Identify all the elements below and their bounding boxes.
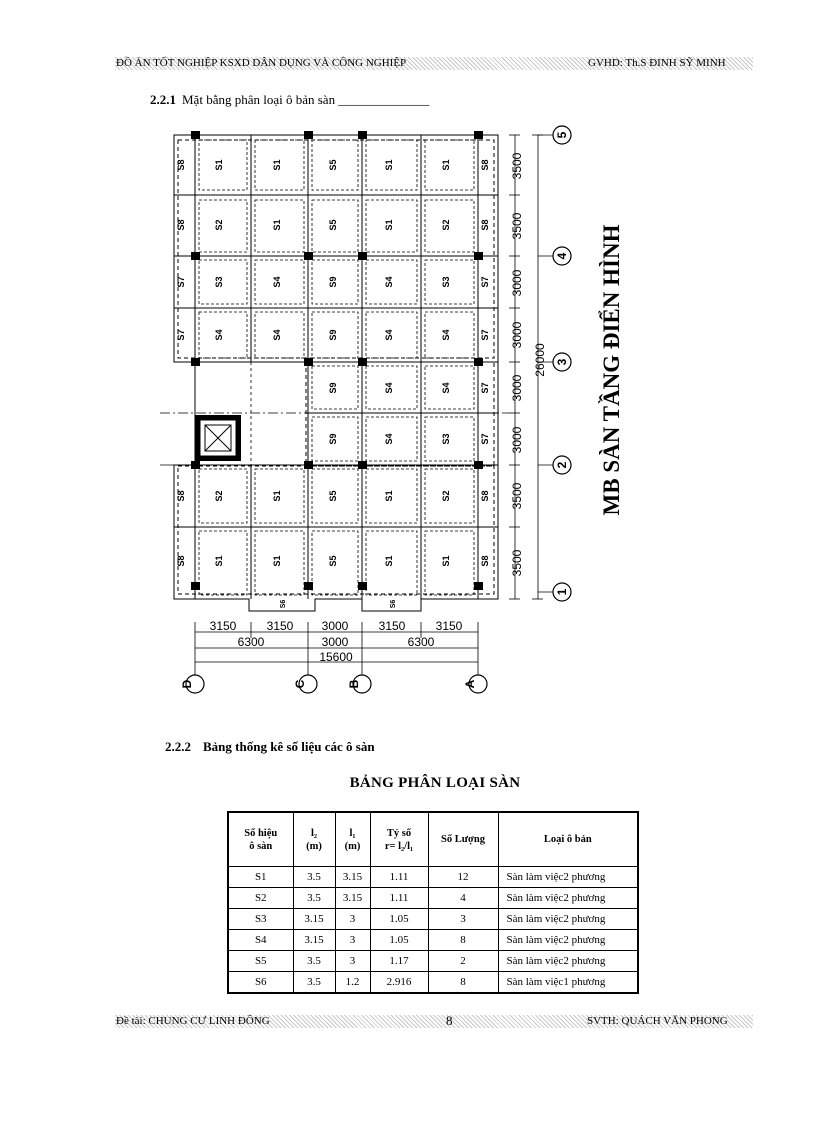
cell: 1.2 [335, 972, 370, 994]
slab-label: S2 [441, 490, 451, 502]
cell: S1 [228, 867, 293, 888]
slab-label: S1 [441, 159, 451, 171]
footer-left: Đề tài: CHUNG CƯ LINH ĐÔNG [116, 1015, 270, 1027]
cell: 2 [428, 951, 498, 972]
row-dim-7: 3500 [510, 482, 524, 510]
mid-dim-1: 6300 [237, 635, 265, 649]
slab-label: S1 [214, 159, 224, 171]
slab-label: S4 [384, 382, 394, 394]
cell: 3.5 [293, 951, 335, 972]
slab-label: S8 [480, 219, 490, 231]
cell: 3.5 [293, 972, 335, 994]
cell: 3 [335, 951, 370, 972]
section-heading-table [165, 739, 375, 755]
slab-label: S9 [328, 276, 338, 288]
slab-label: S1 [272, 159, 282, 171]
axis-3-label: 3 [555, 358, 569, 366]
table-row [228, 972, 638, 994]
cell: S2 [228, 888, 293, 909]
slab-label: S1 [384, 219, 394, 231]
table-title: BẢNG PHÂN LOẠI SÀN [349, 775, 521, 791]
slab-label: S2 [214, 219, 224, 231]
slab-label: S1 [272, 490, 282, 502]
axis-5-label: 5 [555, 131, 569, 139]
cell: Sàn làm việc1 phương [498, 972, 638, 994]
slab-label: S4 [441, 382, 451, 394]
header-left: ĐỒ ÁN TỐT NGHIỆP KSXD DÂN DỤNG VÀ CÔNG NGHIỆP [116, 57, 407, 69]
slab-label: S9 [328, 382, 338, 394]
col-l1: l₁ (m) [335, 812, 370, 867]
cell: S4 [228, 930, 293, 951]
row-dim-4: 3000 [510, 321, 524, 349]
cell: 3 [428, 909, 498, 930]
slab-label: S8 [176, 555, 186, 567]
cell: 12 [428, 867, 498, 888]
footer-right: SVTH: QUÁCH VĂN PHONG [587, 1015, 728, 1027]
axis-A-label: A [463, 679, 477, 689]
slab-label: S7 [480, 329, 490, 341]
slab-label: S5 [328, 490, 338, 502]
slab-label: S1 [272, 219, 282, 231]
cell: 3.5 [293, 867, 335, 888]
cell: 8 [428, 972, 498, 994]
section-number: 2.2.2 [165, 739, 191, 754]
axis-B-label: B [347, 679, 361, 689]
slab-label: S9 [328, 433, 338, 445]
slab-label: S4 [272, 276, 282, 288]
slab-label: S1 [384, 555, 394, 567]
slab-label: S1 [214, 555, 224, 567]
slab-label: S5 [328, 219, 338, 231]
cell: Sàn làm việc2 phương [498, 888, 638, 909]
cell: 4 [428, 888, 498, 909]
mid-dim-3: 6300 [407, 635, 435, 649]
row-dim-2: 3500 [510, 212, 524, 240]
slab-label: S4 [384, 433, 394, 445]
col-type: Loại ô bản [498, 812, 638, 867]
table-row [228, 888, 638, 909]
slab-label: S3 [441, 433, 451, 445]
table-row [228, 909, 638, 930]
axis-1-label: 1 [555, 588, 569, 596]
header-right: GVHD: Th.S ĐINH SỸ MINH [588, 57, 726, 69]
cell: 3.15 [293, 930, 335, 951]
col-dim-5: 3150 [435, 619, 463, 633]
cell: 1.05 [370, 909, 428, 930]
slab-label: S7 [176, 329, 186, 341]
slab-label: S7 [176, 276, 186, 288]
slab-table [227, 811, 639, 994]
slab-label: S5 [328, 555, 338, 567]
axis-C-label: C [293, 679, 307, 689]
slab-label: S4 [214, 329, 224, 341]
slab-label: S8 [480, 159, 490, 171]
section-heading-plan [150, 92, 429, 108]
slab-label: S7 [480, 433, 490, 445]
col-dim-3: 3000 [321, 619, 349, 633]
cell: 8 [428, 930, 498, 951]
cell: 1.11 [370, 888, 428, 909]
cell: Sàn làm việc2 phương [498, 909, 638, 930]
cell: S6 [228, 972, 293, 994]
axis-4-label: 4 [555, 252, 569, 260]
section-title: Mặt bằng phân loại ô bản sàn ______________ [182, 92, 430, 107]
slab-label: S4 [384, 329, 394, 341]
slab-label: S9 [328, 329, 338, 341]
slab-label: S2 [214, 490, 224, 502]
cell: 3 [335, 930, 370, 951]
table-row [228, 867, 638, 888]
axis-D-label: D [180, 679, 194, 689]
slab-label: S3 [214, 276, 224, 288]
table-row [228, 930, 638, 951]
slab-label: S4 [384, 276, 394, 288]
slab-label: S2 [441, 219, 451, 231]
row-dim-5: 3000 [510, 374, 524, 402]
row-dim-6: 3000 [510, 426, 524, 454]
balcony-slab-label: S6 [280, 599, 287, 609]
cell: 1.17 [370, 951, 428, 972]
col-quantity: Số Lượng [428, 812, 498, 867]
cell: Sàn làm việc2 phương [498, 930, 638, 951]
cell: 1.11 [370, 867, 428, 888]
slab-label: S1 [441, 555, 451, 567]
slab-label: S7 [480, 382, 490, 394]
plan-title: MB SÀN TẦNG ĐIỂN HÌNH [599, 224, 624, 516]
cell: Sàn làm việc2 phương [498, 867, 638, 888]
mid-dim-2: 3000 [321, 635, 349, 649]
row-dim-8: 3500 [510, 549, 524, 577]
slab-label: S1 [384, 490, 394, 502]
col-slab-id: Số hiệu ô sàn [228, 812, 293, 867]
cell: 2.916 [370, 972, 428, 994]
slab-label: S8 [480, 490, 490, 502]
total-height-dim: 26000 [533, 343, 547, 377]
cell: 3.15 [335, 867, 370, 888]
total-width-dim: 15600 [319, 650, 353, 664]
cell: 3.15 [335, 888, 370, 909]
slab-label: S8 [480, 555, 490, 567]
axis-2-label: 2 [555, 461, 569, 469]
row-dim-1: 3500 [510, 152, 524, 180]
elevator-symbol [195, 415, 241, 461]
cell: 3.5 [293, 888, 335, 909]
slab-label: S8 [176, 159, 186, 171]
balcony-slab-label: S6 [390, 599, 397, 609]
col-l2: l₂ (m) [293, 812, 335, 867]
slab-label: S4 [272, 329, 282, 341]
slab-label: S8 [176, 490, 186, 502]
table-header-row [228, 812, 638, 867]
slab-label: S4 [441, 329, 451, 341]
table-row [228, 951, 638, 972]
page-number: 8 [446, 1013, 453, 1028]
slab-label: S5 [328, 159, 338, 171]
cell: S3 [228, 909, 293, 930]
col-dim-2: 3150 [266, 619, 294, 633]
cell: S5 [228, 951, 293, 972]
slab-label: S7 [480, 276, 490, 288]
cell: 3 [335, 909, 370, 930]
slab-label: S3 [441, 276, 451, 288]
col-dim-1: 3150 [209, 619, 237, 633]
slab-label: S8 [176, 219, 186, 231]
col-ratio: Tỷ số r= l₂/l₁ [370, 812, 428, 867]
section-number: 2.2.1 [150, 92, 176, 107]
slab-label: S1 [384, 159, 394, 171]
slab-label: S1 [272, 555, 282, 567]
cell: 1.05 [370, 930, 428, 951]
cell: Sàn làm việc2 phương [498, 951, 638, 972]
cell: 3.15 [293, 909, 335, 930]
floor-plan-drawing [150, 112, 630, 712]
col-dim-4: 3150 [378, 619, 406, 633]
row-dim-3: 3000 [510, 269, 524, 297]
section-title: Bảng thống kê số liệu các ô sàn [203, 739, 375, 754]
